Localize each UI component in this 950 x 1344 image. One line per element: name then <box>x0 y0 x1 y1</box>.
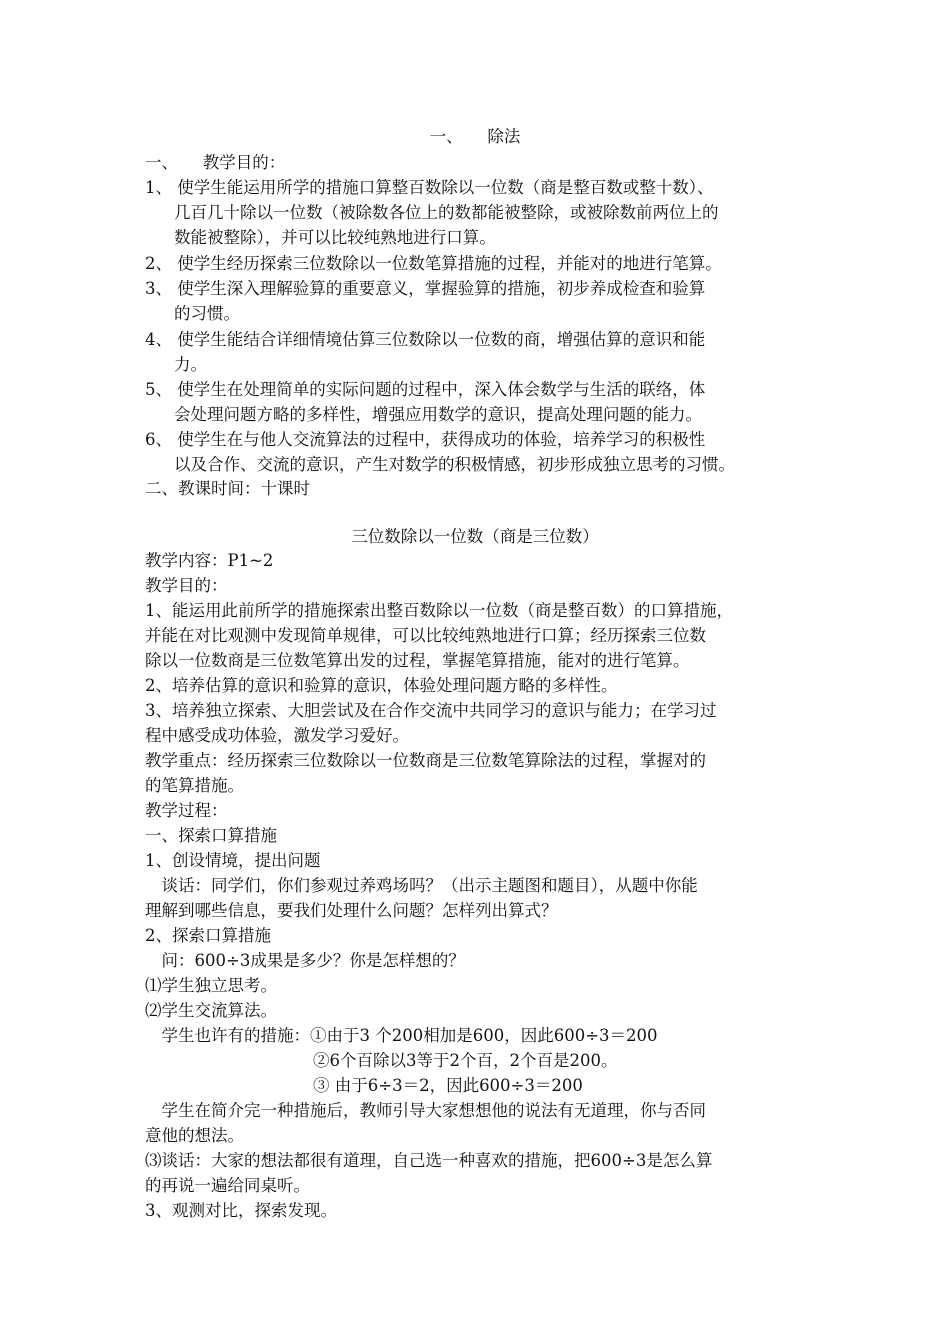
text-line: 学生也许有的措施：①由于3 个200相加是600，因此600÷3＝200 <box>145 1026 658 1045</box>
text-line: 2、探索口算措施 <box>145 926 271 945</box>
text-line: ⑵学生交流算法。 <box>145 1001 277 1020</box>
objective-5-line-2: 会处理问题方略的多样性，增强应用数学的意识，提高处理问题的能力。 <box>174 405 702 424</box>
text-line: 教学重点：经历探索三位数除以一位数商是三位数笔算除法的过程，掌握对的 <box>145 751 706 770</box>
text-line: ②6个百除以3等于2个百，2个百是200。 <box>313 1051 618 1070</box>
text-line: 1、创设情境，提出问题 <box>145 851 321 870</box>
document-title: 一、 除法 <box>429 127 521 146</box>
text-line: ⑴学生独立思考。 <box>145 976 277 995</box>
lesson-title: 三位数除以一位数（商是三位数） <box>351 527 599 546</box>
text-line: 的笔算措施。 <box>145 776 244 795</box>
text-line: 除以一位数商是三位数笔算出发的过程，掌握笔算措施，能对的进行笔算。 <box>145 651 690 670</box>
text-line: 教学内容：P1~2 <box>145 551 274 570</box>
text-line: ③ 由于6÷3＝2，因此600÷3＝200 <box>313 1076 583 1095</box>
objective-4-line-1: 4、 使学生能结合详细情境估算三位数除以一位数的商，增强估算的意识和能 <box>145 330 706 349</box>
text-line: 1、能运用此前所学的措施探索出整百数除以一位数（商是整百数）的口算措施， <box>145 601 733 620</box>
text-line: 意他的想法。 <box>145 1126 244 1145</box>
text-line: 谈话：同学们，你们参观过养鸡场吗？（出示主题图和题目），从题中你能 <box>145 876 698 895</box>
objective-6-line-2: 以及合作、交流的意识，产生对数学的积极情感，初步形成独立思考的习惯。 <box>174 455 735 474</box>
objective-2-line-1: 2、 使学生经历探索三位数除以一位数笔算措施的过程，并能对的地进行笔算。 <box>145 254 722 273</box>
text-line: 程中感受成功体验，激发学习爱好。 <box>145 726 409 745</box>
objective-6-line-1: 6、 使学生在与他人交流算法的过程中，获得成功的体验，培养学习的积极性 <box>145 430 706 449</box>
text-line: 3、观测对比，探索发现。 <box>145 1201 337 1220</box>
text-line: 教学目的： <box>145 576 228 595</box>
objective-3-line-2: 的习惯。 <box>174 304 240 323</box>
section-heading-time: 二、教课时间：十课时 <box>145 479 310 498</box>
objective-1-line-2: 几百几十除以一位数（被除数各位上的数都能被整除，或被除数前两位上的 <box>174 203 719 222</box>
text-line: 一、探索口算措施 <box>145 826 277 845</box>
text-line: 教学过程： <box>145 801 228 820</box>
text-line: 问：600÷3成果是多少？你是怎样想的？ <box>145 951 465 970</box>
objective-3-line-1: 3、 使学生深入理解验算的重要意义，掌握验算的措施，初步养成检查和验算 <box>145 279 706 298</box>
text-line: 3、培养独立探索、大胆尝试及在合作交流中共同学习的意识与能力；在学习过 <box>145 701 717 720</box>
text-line: 2、培养估算的意识和验算的意识，体验处理问题方略的多样性。 <box>145 676 618 695</box>
objective-1-line-3: 数能被整除），并可以比较纯熟地进行口算。 <box>174 228 496 247</box>
objective-1-line-1: 1、 使学生能运用所学的措施口算整百数除以一位数（商是整百数或整十数）、 <box>145 178 714 197</box>
text-line: ⑶谈话：大家的想法都很有道理，自己选一种喜欢的措施，把600÷3是怎么算 <box>145 1151 713 1170</box>
text-line: 的再说一遍给同桌听。 <box>145 1176 310 1195</box>
objective-5-line-1: 5、 使学生在处理简单的实际问题的过程中，深入体会数学与生活的联络，体 <box>145 380 706 399</box>
text-line: 学生在简介完一种措施后，教师引导大家想想他的说法有无道理，你与否同 <box>145 1101 706 1120</box>
objective-4-line-2: 力。 <box>174 355 207 374</box>
section-heading-objectives: 一、 教学目的： <box>145 153 286 172</box>
text-line: 理解到哪些信息，要我们处理什么问题？怎样列出算式？ <box>145 901 558 920</box>
text-line: 并能在对比观测中发现简单规律，可以比较纯熟地进行口算；经历探索三位数 <box>145 626 706 645</box>
